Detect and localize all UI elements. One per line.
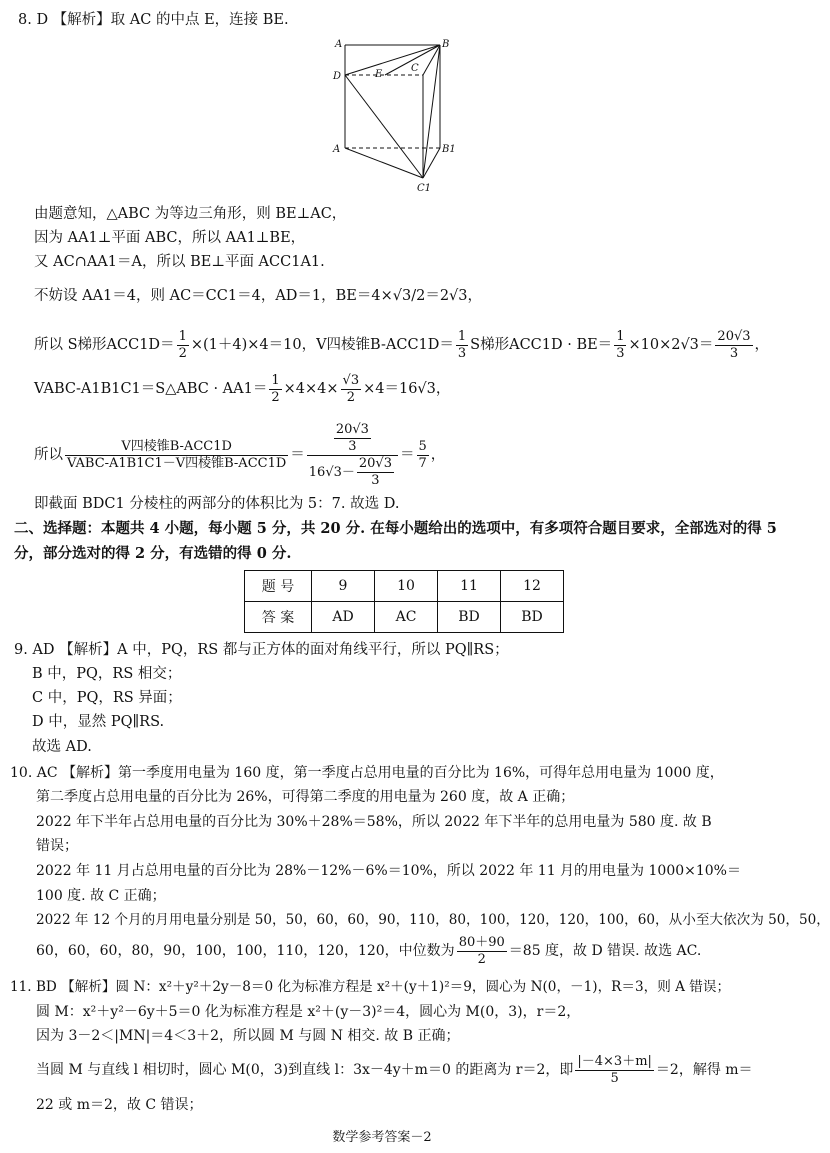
frac-volume-values: $\frac{20√3}{3}$ 16√3－ $\frac{20√3}{3}$ bbox=[307, 422, 398, 489]
frac-sqrt3-2: $\frac{√3}{2}$ bbox=[342, 372, 360, 405]
label-a1: A bbox=[335, 39, 343, 50]
label-e: E bbox=[375, 69, 383, 80]
frac-half-1: $\frac{1}{2}$ bbox=[178, 328, 187, 361]
q10-line7: 2022 年 12 个月的月用电量分别是 50，50，60，60，90，110，80，100，120，120，100，60，从小至大依次为 50，50， bbox=[36, 912, 830, 928]
answer-table bbox=[244, 570, 564, 633]
q8-l7c: ＝ bbox=[400, 447, 415, 463]
table-cell: 9 bbox=[312, 571, 375, 602]
q11-line3: 因为 3－2＜|MN|＝4＜3＋2，所以圆 M 与圆 N 相交. 故 B 正确； bbox=[36, 1028, 460, 1044]
q8-l7a: 所以 bbox=[34, 447, 63, 463]
table-row bbox=[245, 571, 564, 602]
q8-l5b: ×(1＋4)×4＝10，V四棱锥B-ACC1D＝ bbox=[190, 337, 454, 353]
q10-line8: 60，60，60，80，90，100，100，110，120，120，中位数为 $\frac{80+90}{2}$ ＝85 度，故 D 错误. 故选 AC. bbox=[36, 934, 702, 967]
table-cell: BD bbox=[501, 602, 564, 633]
q8-header: 8. D 【解析】取 AC 的中点 E，连接 BE. bbox=[18, 12, 289, 28]
table-head-ans: 答 案 bbox=[245, 602, 312, 633]
q8-line6 bbox=[34, 371, 450, 407]
q10-line3: 2022 年下半年占总用电量的百分比为 30%＋28%＝58%，所以 2022 年下半年的总用电量为 580 度. 故 B bbox=[36, 814, 712, 830]
edge-b1c1 bbox=[423, 148, 440, 178]
q11-line4: 当圆 M 与直线 l 相切时，圆心 M(0，3)到直线 l：3x－4y＋m＝0 的距离为 r＝2，即 $\frac{|-4\times 3+m|}{5}$ ＝2，解得 m＝ bbox=[36, 1053, 753, 1086]
frac-five-seven: $\frac{5}{7}$ bbox=[418, 438, 427, 471]
q10-line5: 2022 年 11 月占总用电量的百分比为 28%－12%－6%＝10%，所以 2022 年 11 月的用电量为 1000×10%＝ bbox=[36, 863, 741, 879]
q9-line5: 故选 AD. bbox=[32, 739, 92, 755]
q11-line5: 22 或 m＝2，故 C 错误； bbox=[36, 1097, 203, 1113]
frac-third-1: $\frac{1}{3}$ bbox=[457, 328, 467, 361]
q8-l6c: ×4＝16√3， bbox=[363, 381, 451, 397]
q8-l7b: ＝ bbox=[290, 447, 305, 463]
q8-line5: 所以 S梯形ACC1D＝ $\frac{1}{2}$ ×(1＋4)×4＝10，V四棱锥B-ACC1D＝ $\frac{1}{3}$ S梯形ACC1D · BE＝ $\frac{1}{3}$ ×10×2√3＝ $\frac{20√3}{3}$ ， bbox=[34, 328, 770, 361]
frac-inner-den: $\frac{20√3}{3}$ bbox=[358, 455, 392, 488]
q11-line2: 圆 M：x²＋y²－6y＋5＝0 化为标准方程是 x²＋(y－3)²＝4，圆心为 M(0，3)，r＝2， bbox=[36, 1004, 581, 1020]
frac-result-1: $\frac{20√3}{3}$ bbox=[717, 328, 751, 361]
label-c: C bbox=[411, 63, 419, 74]
q8-line1: 由题意知，△ABC 为等边三角形，则 BE⊥AC， bbox=[34, 206, 347, 222]
q8-line4: 不妨设 AA1＝4，则 AC＝CC1＝4，AD＝1，BE＝4×√3/2＝2√3， bbox=[34, 288, 483, 304]
frac-median: $\frac{80+90}{2}$ bbox=[458, 934, 505, 967]
q8-l6b: ×4×4× bbox=[283, 381, 339, 397]
label-b1: B1 bbox=[442, 144, 456, 155]
q11-line1: 11. BD 【解析】圆 N：x²＋y²＋2y－8＝0 化为标准方程是 x²＋(y＋1)²＝9，圆心为 N(0，－1)，R＝3，则 A 错误； bbox=[10, 979, 731, 995]
q10-line4: 错误； bbox=[36, 838, 78, 854]
q8-l5c: S梯形ACC1D · BE＝ bbox=[470, 337, 613, 353]
frac-third-2: $\frac{1}{3}$ bbox=[616, 328, 625, 361]
q10-line6: 100 度. 故 C 正确； bbox=[36, 888, 166, 904]
q9-line1: 9. AD 【解析】A 中，PQ，RS 都与正方体的面对角线平行，所以 PQ∥RS； bbox=[14, 642, 509, 658]
prism-figure bbox=[325, 35, 460, 195]
page-footer: 数学参考答案－2 bbox=[332, 1130, 432, 1145]
q8-l6a: VABC-A1B1C1＝S△ABC · AA1＝ bbox=[34, 381, 268, 397]
q8-line8: 即截面 BDC1 分棱柱的两部分的体积比为 5：7. 故选 D. bbox=[34, 496, 400, 512]
q10-line1: 10. AC 【解析】第一季度用电量为 160 度，第一季度占总用电量的百分比为 16%，可得年总用电量为 1000 度， bbox=[10, 765, 724, 781]
q8-line2: 因为 AA1⊥平面 ABC，所以 AA1⊥BE， bbox=[34, 230, 306, 246]
table-cell: BD bbox=[438, 602, 501, 633]
sec2-line2: 分，部分选对的得 2 分，有选错的得 0 分. bbox=[14, 545, 292, 562]
table-row bbox=[245, 602, 564, 633]
q8-l5d: ×10×2√3＝ bbox=[628, 337, 714, 353]
edge-bc1 bbox=[423, 45, 440, 178]
label-d: D bbox=[333, 71, 342, 82]
q8-l5a: 所以 S梯形ACC1D＝ bbox=[34, 337, 175, 353]
q9-line3: C 中，PQ，RS 异面； bbox=[32, 690, 182, 706]
table-cell: 11 bbox=[438, 571, 501, 602]
frac-distance: $\frac{|-4\times 3+m|}{5}$ bbox=[577, 1053, 652, 1086]
table-cell: 12 bbox=[501, 571, 564, 602]
sec2-line1: 二、选择题：本题共 4 小题，每小题 5 分，共 20 分. 在每小题给出的选项中，有多项符合题目要求，全部选对的得 5 bbox=[14, 520, 777, 537]
table-head-num: 题 号 bbox=[245, 571, 312, 602]
label-b: B bbox=[442, 39, 450, 50]
q8-line7: 所以 $\frac{\text{V四棱锥B-ACC1D}}{\text{VABC-A1B1C1－V四棱锥B-ACC1D}}$ ＝ $\frac{20√3}{3}$ 16√3－ $\frac{20√3}{3}$ ＝ $\frac{5}{7}$ ， bbox=[34, 421, 446, 488]
frac-inner-num: $\frac{20√3}{3}$ bbox=[335, 421, 369, 454]
frac-half-2: $\frac{1}{2}$ bbox=[271, 372, 280, 405]
table-cell: AD bbox=[312, 602, 375, 633]
label-c1: C1 bbox=[417, 183, 432, 194]
q9-line2: B 中，PQ，RS 相交； bbox=[32, 666, 182, 682]
table-cell: 10 bbox=[375, 571, 438, 602]
label-a: A bbox=[333, 144, 341, 155]
q10-line2: 第二季度占总用电量的百分比为 26%，可得第二季度的用电量为 260 度，故 A 正确； bbox=[36, 789, 575, 805]
q8-line3: 又 AC∩AA1＝A，所以 BE⊥平面 ACC1A1. bbox=[34, 254, 325, 270]
table-cell: AC bbox=[375, 602, 438, 633]
q9-line4: D 中，显然 PQ∥RS. bbox=[32, 714, 165, 730]
frac-volume-ratio: $\frac{\text{V四棱锥B-ACC1D}}{\text{VABC-A1B1C1－V四棱锥B-ACC1D}}$ bbox=[67, 438, 287, 471]
